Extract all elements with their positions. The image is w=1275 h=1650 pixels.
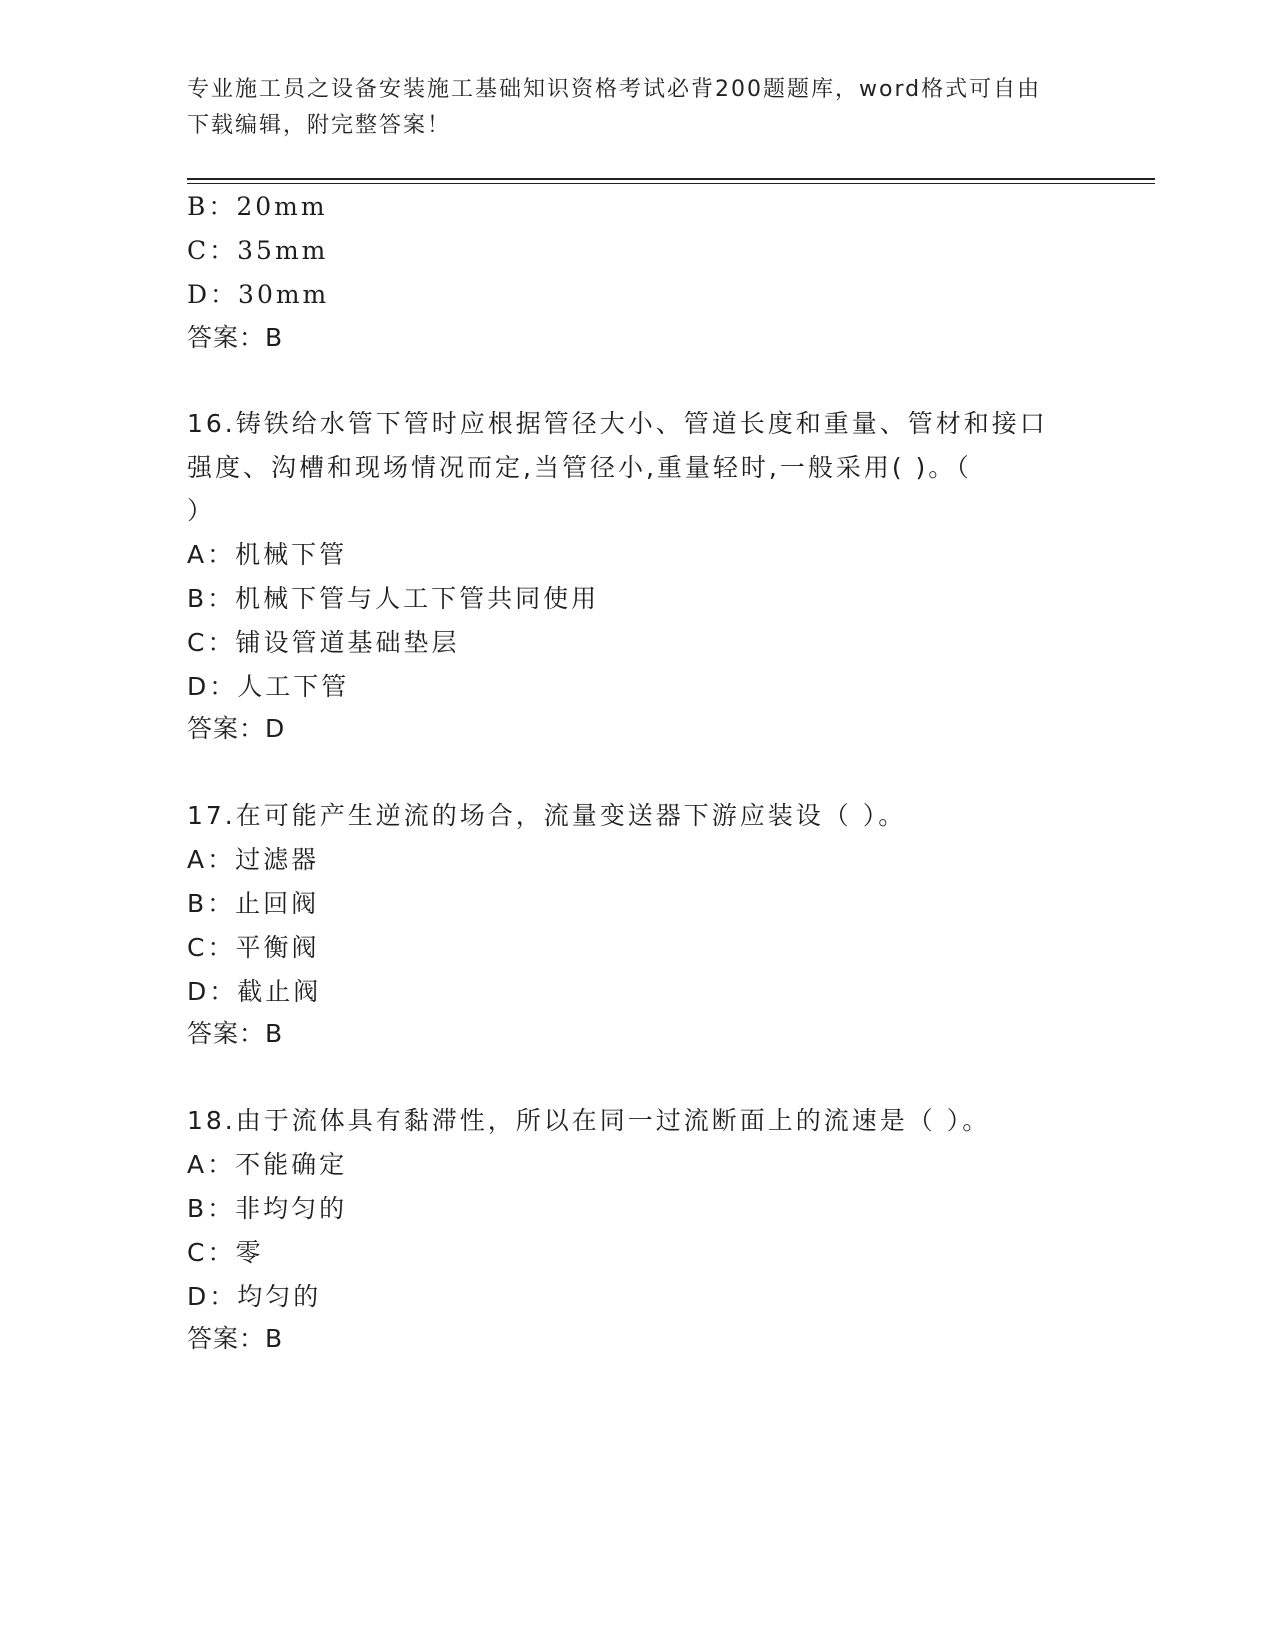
- question-17-option-b: B：止回阀: [187, 889, 320, 918]
- answer-line: 答案：B: [187, 323, 284, 352]
- question-16-option-a: A：机械下管: [187, 540, 348, 569]
- question-18-text: 18.由于流体具有黏滞性，所以在同一过流断面上的流速是（ ）。: [187, 1106, 991, 1135]
- question-16-option-b: B：机械下管与人工下管共同使用: [187, 584, 600, 613]
- header-line-1: 专业施工员之设备安装施工基础知识资格考试必背200题题库，word格式可自由: [187, 77, 1042, 102]
- header-divider-thick: [187, 178, 1155, 180]
- question-17-option-c: C：平衡阀: [187, 933, 320, 962]
- question-16-answer: 答案：D: [187, 714, 286, 743]
- option-c: C：35mm: [187, 236, 329, 265]
- question-18-option-a: A：不能确定: [187, 1150, 348, 1179]
- question-17-text: 17.在可能产生逆流的场合，流量变送器下游应装设（ ）。: [187, 801, 907, 830]
- option-d: D：30mm: [187, 280, 330, 309]
- question-17-answer: 答案：B: [187, 1019, 284, 1048]
- question-16-text-line-2: 强度、沟槽和现场情况而定,当管径小,重量轻时,一般采用( )。（: [187, 453, 972, 482]
- question-16-option-d: D：人工下管: [187, 672, 350, 701]
- question-17-option-d: D：截止阀: [187, 977, 322, 1006]
- question-16-text-line-1: 16.铸铁给水管下管时应根据管径大小、管道长度和重量、管材和接口: [187, 409, 1048, 438]
- option-b: B：20mm: [187, 192, 328, 221]
- question-18-option-c: C：零: [187, 1238, 264, 1267]
- question-16-text-line-3: ）: [187, 496, 216, 525]
- question-17-option-a: A：过滤器: [187, 845, 320, 874]
- document-header: [187, 72, 1077, 144]
- question-18-option-b: B：非均匀的: [187, 1194, 348, 1223]
- header-divider-thin: [187, 183, 1155, 184]
- question-16-option-c: C：铺设管道基础垫层: [187, 628, 460, 657]
- question-18-answer: 答案：B: [187, 1324, 284, 1353]
- question-18-option-d: D：均匀的: [187, 1282, 322, 1311]
- header-line-2: 下载编辑，附完整答案！: [187, 113, 452, 138]
